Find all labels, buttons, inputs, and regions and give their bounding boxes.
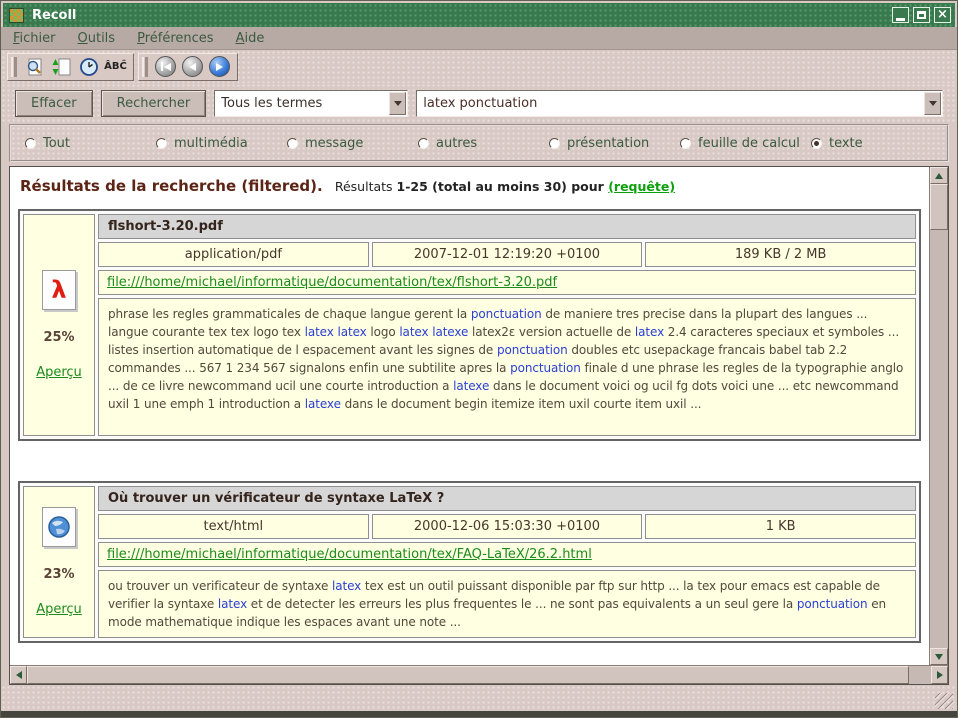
search-row	[1, 83, 957, 122]
result-size: 189 KB / 2 MB	[645, 242, 916, 267]
result-card	[18, 209, 921, 441]
toolbar-grip[interactable]	[142, 57, 148, 77]
next-page-icon	[209, 56, 230, 77]
arrow-right-icon	[937, 671, 943, 679]
highlighted-term: ponctuation	[796, 597, 868, 611]
filter-radio-autres[interactable]	[418, 136, 549, 151]
resize-grip[interactable]	[935, 693, 953, 709]
result-title: flshort-3.20.pdf	[98, 214, 916, 239]
highlighted-term: latex	[337, 325, 367, 339]
close-button[interactable]	[934, 7, 951, 23]
first-page-button[interactable]	[152, 55, 179, 79]
radio-icon[interactable]	[418, 138, 429, 149]
document-type-filters	[9, 124, 949, 162]
scroll-up-button[interactable]	[930, 167, 948, 184]
term-explorer-icon: ÂBĈ	[104, 61, 127, 72]
maximize-button[interactable]	[913, 7, 930, 23]
result-body	[98, 214, 916, 436]
previous-page-icon	[182, 56, 203, 77]
radio-icon[interactable]	[811, 138, 822, 149]
status-bar	[1, 685, 957, 711]
scroll-down-button[interactable]	[930, 648, 948, 665]
result-mimetype: text/html	[98, 514, 369, 539]
highlighted-term: latex	[304, 325, 334, 339]
filter-label: texte	[829, 135, 863, 151]
preview-link[interactable]: Aperçu	[36, 365, 82, 380]
radio-icon[interactable]	[549, 138, 560, 149]
filter-radio-message[interactable]	[287, 136, 418, 151]
result-mimetype: application/pdf	[98, 242, 369, 267]
query-link[interactable]: (requête)	[608, 179, 676, 194]
result-url-link[interactable]: file:///home/michael/informatique/documentation/tex/FAQ-LaTeX/26.2.html	[107, 547, 592, 562]
result-date: 2000-12-06 15:03:30 +0100	[372, 514, 643, 539]
highlighted-term: latex	[217, 597, 248, 611]
toolbar-grip[interactable]	[11, 57, 17, 77]
toolbar-group-nav	[138, 53, 238, 81]
radio-icon[interactable]	[287, 138, 298, 149]
result-date: 2007-12-01 12:19:20 +0100	[372, 242, 643, 267]
result-size: 1 KB	[645, 514, 916, 539]
search-mode-select[interactable]	[214, 90, 408, 117]
result-body	[98, 486, 916, 638]
toolbar	[1, 50, 957, 83]
search-query-dropdown-button[interactable]	[924, 92, 941, 115]
minimize-button[interactable]	[892, 7, 909, 23]
highlighted-term: latex	[634, 325, 665, 339]
toolbar-group-tools	[7, 53, 134, 81]
next-page-button[interactable]	[206, 55, 233, 79]
result-meta-row	[98, 242, 916, 267]
highlighted-term: ponctuation	[470, 307, 542, 321]
filter-radio-multimédia[interactable]	[156, 136, 287, 151]
filter-label: autres	[436, 135, 478, 151]
history-clock-icon	[79, 57, 99, 77]
arrow-down-icon	[935, 654, 943, 660]
document-sort-icon	[52, 57, 72, 77]
filter-radio-feuille-de-calcul[interactable]	[680, 136, 811, 151]
filter-label: Tout	[43, 135, 71, 151]
search-mode-value: Tous les termes	[221, 96, 323, 111]
search-mode-dropdown-button[interactable]	[389, 92, 406, 115]
radio-icon[interactable]	[25, 138, 36, 149]
filter-label: multimédia	[174, 135, 248, 151]
highlighted-term: ponctuation	[510, 361, 581, 375]
window-bottom-edge	[1, 711, 957, 717]
arrow-left-icon	[16, 671, 22, 679]
radio-icon[interactable]	[680, 138, 691, 149]
menubar	[1, 27, 957, 50]
result-url-row	[98, 542, 916, 567]
scroll-left-button[interactable]	[10, 666, 27, 684]
app-icon	[9, 8, 24, 23]
result-title: Où trouver un vérificateur de syntaxe LaTeX ?	[98, 486, 916, 511]
results-summary: Résultats 1-25 (total au moins 30) pour (requête)	[334, 179, 676, 194]
previous-page-button[interactable]	[179, 55, 206, 79]
titlebar	[3, 3, 955, 27]
result-snippet: phrase les regles grammaticales de chaque langue gerent la ponctuation de maniere tres precise dans la plupart des langues ... langue courante tex tex logo tex latex latex logo latex latexe latex2ε version actuelle de latex 2.4 caracteres speciaux et symboles ... listes insertion automatique de l espacement avant les signes de ponctuation doubles etc usepackage francais babel tab 2.2 commandes ... 567 1 234 567 signalons enfin une subtilite apres la ponctuation finale d une phrase les regles de la typographie anglo ... de ce livre newcommand ucil une courte introduction a latexe dans le document voici og ucil fg dots voici une ... etc newcommand uxil 1 une emph 1 introduction a latexe dans le document begin itemize item uxil courte item uxil ...	[98, 298, 916, 436]
maximize-icon	[917, 11, 926, 19]
term-explorer-button[interactable]	[102, 55, 129, 79]
history-button[interactable]	[75, 55, 102, 79]
search-button[interactable]: Rechercher	[101, 90, 207, 117]
relevance-percent: 23%	[43, 567, 75, 582]
filter-radio-présentation[interactable]	[549, 136, 680, 151]
chevron-down-icon	[929, 101, 937, 106]
search-query-input[interactable]	[417, 96, 942, 111]
horizontal-scrollbar-thumb[interactable]	[27, 666, 909, 684]
result-side-panel	[23, 214, 95, 436]
menu-outils[interactable]: Outils	[77, 30, 116, 46]
highlighted-term: latex	[399, 325, 429, 339]
document-search-icon	[25, 57, 45, 77]
highlighted-term: ponctuation	[496, 343, 568, 357]
vertical-scrollbar-track[interactable]	[930, 230, 948, 648]
filter-radio-tout[interactable]	[25, 136, 156, 151]
radio-icon[interactable]	[156, 138, 167, 149]
filter-radio-texte[interactable]	[811, 136, 863, 151]
chevron-down-icon	[394, 101, 402, 106]
menu-preferences[interactable]: Préférences	[137, 30, 214, 46]
filter-label: message	[305, 135, 364, 151]
result-card	[18, 481, 921, 643]
results-area	[9, 166, 949, 685]
result-meta-row	[98, 514, 916, 539]
close-icon: ×	[937, 7, 948, 22]
menu-fichier[interactable]: Fichier	[13, 30, 56, 46]
clear-button[interactable]: Effacer	[15, 90, 93, 117]
result-url-link[interactable]: file:///home/michael/informatique/documentation/tex/flshort-3.20.pdf	[107, 275, 558, 290]
highlighted-term: latexe	[453, 379, 490, 393]
highlighted-term: latex	[332, 579, 362, 593]
relevance-percent: 25%	[43, 330, 75, 345]
highlighted-term: latexe	[432, 325, 469, 339]
results-heading: Résultats de la recherche (filtered).	[20, 177, 323, 195]
vertical-scrollbar[interactable]	[929, 167, 948, 665]
filter-label: feuille de calcul	[698, 135, 800, 151]
first-page-icon	[155, 56, 176, 77]
arrow-up-icon	[935, 173, 943, 179]
document-preview-search-button[interactable]	[21, 55, 48, 79]
results-view	[10, 167, 929, 665]
window-title: Recoll	[32, 7, 77, 23]
scroll-right-button[interactable]	[931, 666, 948, 684]
preview-link[interactable]: Aperçu	[36, 602, 82, 617]
menu-aide[interactable]: Aide	[235, 30, 265, 46]
vertical-scrollbar-thumb[interactable]	[930, 184, 948, 230]
result-side-panel	[23, 486, 95, 638]
filter-label: présentation	[567, 135, 650, 151]
highlighted-term: latexe	[304, 397, 341, 411]
horizontal-scrollbar[interactable]	[10, 665, 948, 684]
pdf-document-icon: λ	[42, 270, 76, 310]
results-header	[16, 173, 923, 203]
search-query-combo	[416, 90, 943, 117]
minimize-icon	[896, 18, 905, 21]
html-globe-document-icon	[42, 507, 76, 547]
result-snippet: ou trouver un verificateur de syntaxe latex tex est un outil puissant disponible par ftp sur http ... la tex pour emacs est capable de verifier la syntaxe latex et de detecter les erreurs les plus frequentes le ... ne sont pas equivalents a un seul gere la ponctuation en mode mathematique indique les espaces avant une note ...	[98, 570, 916, 638]
sort-results-button[interactable]	[48, 55, 75, 79]
result-url-row	[98, 270, 916, 295]
